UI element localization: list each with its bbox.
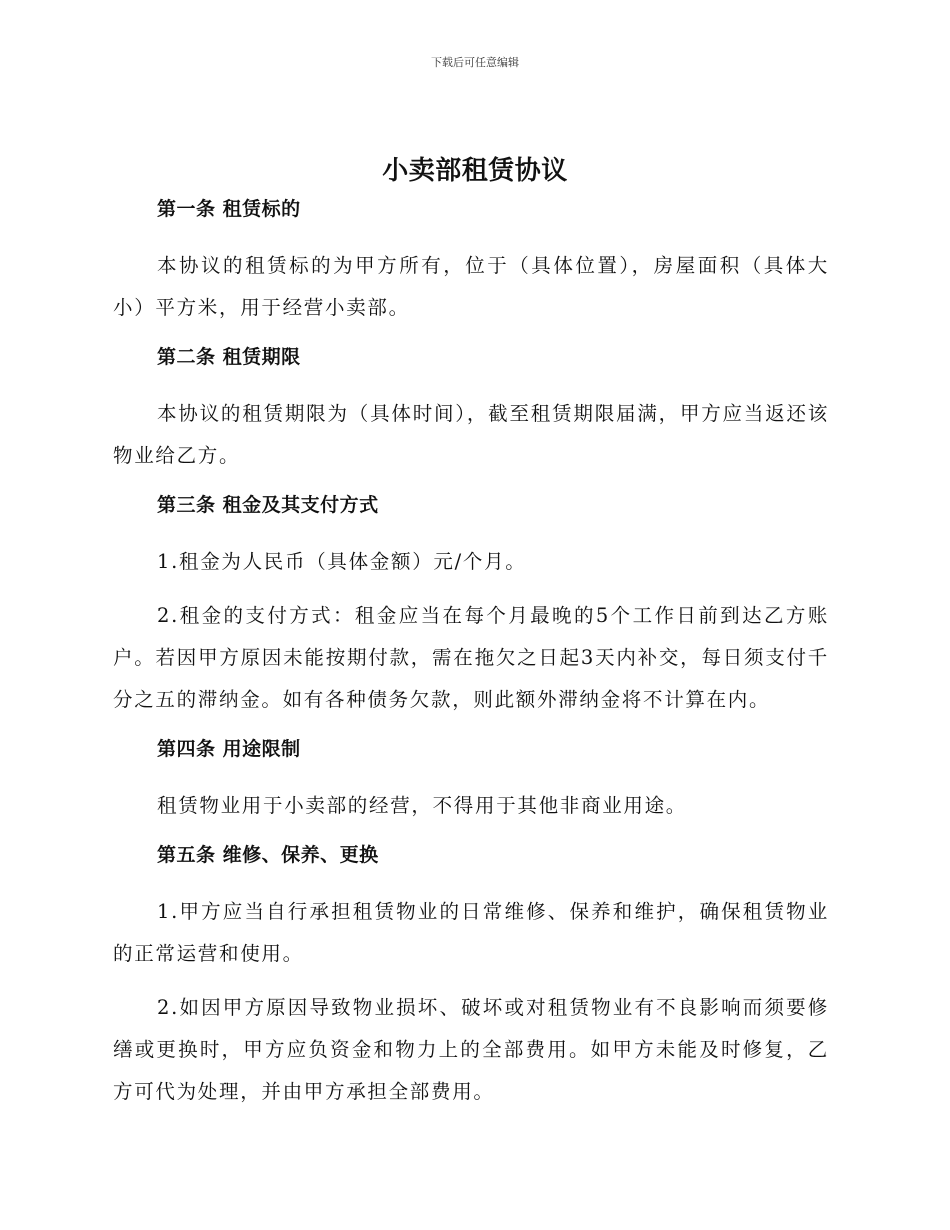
section-5 [113, 839, 829, 1113]
section-3 [113, 489, 829, 721]
section-paragraph: 1.甲方应当自行承担租赁物业的日常维修、保养和维护，确保租赁物业的正常运营和使用。 [113, 900, 829, 965]
document-body [113, 193, 829, 1125]
section-heading: 第三条 租金及其支付方式 [157, 494, 379, 516]
section-paragraph: 2.如因甲方原因导致物业损坏、破坏或对租赁物业有不良影响而须要修缮或更换时，甲方应负资金和物力上的全部费用。如甲方未能及时修复，乙方可代为处理，并由甲方承担全部费用。 [113, 996, 829, 1103]
header-note: 下载后可任意编辑 [431, 56, 519, 69]
section-paragraph: 本协议的租赁期限为（具体时间），截至租赁期限届满，甲方应当返还该物业给乙方。 [113, 402, 829, 467]
section-paragraph: 本协议的租赁标的为甲方所有，位于（具体位置），房屋面积（具体大小）平方米，用于经营小卖部。 [113, 254, 829, 319]
section-4 [113, 733, 829, 827]
section-1 [113, 193, 829, 329]
section-heading: 第一条 租赁标的 [157, 198, 301, 220]
section-paragraph: 租赁物业用于小卖部的经营，不得用于其他非商业用途。 [157, 794, 688, 817]
section-heading: 第二条 租赁期限 [157, 346, 301, 368]
section-heading: 第四条 用途限制 [157, 738, 301, 760]
section-paragraph: 1.租金为人民币（具体金额）元/个月。 [157, 550, 527, 573]
section-paragraph: 2.租金的支付方式：租金应当在每个月最晚的5个工作日前到达乙方账户。若因甲方原因未能按期付款，需在拖欠之日起3天内补交，每日须支付千分之五的滞纳金。如有各种债务欠款，则此额外滞纳金将不计算在内。 [113, 604, 829, 711]
section-2 [113, 341, 829, 477]
section-heading: 第五条 维修、保养、更换 [157, 844, 379, 866]
document-title: 小卖部租赁协议 [382, 156, 568, 186]
